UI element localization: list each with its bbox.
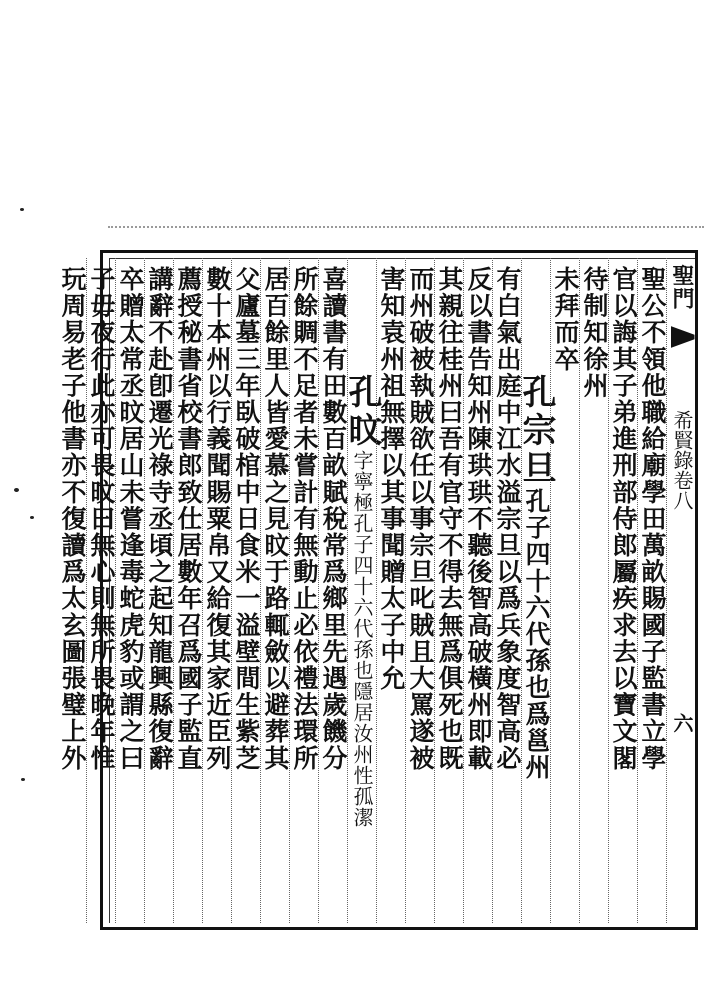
column-text: 未拜而卒	[551, 266, 580, 373]
text-column	[260, 258, 289, 923]
text-column	[516, 258, 556, 923]
column-text: 玩周易老子他書亦不復讀爲太玄圖張璧上外	[58, 266, 87, 772]
text-column	[289, 258, 318, 923]
page-number: 六	[670, 713, 694, 733]
column-text-body: 孔子四十六代孫也爲邕州	[522, 488, 551, 781]
book-title: 聖門	[669, 264, 695, 310]
top-dotted-rule	[108, 226, 704, 228]
column-text: 喜讀書有田數百畝賦稅常爲鄉里先遇歲饑分	[319, 266, 348, 772]
text-column	[608, 258, 637, 923]
person-heading: 孔宗旦	[516, 374, 556, 488]
ink-speck	[30, 516, 34, 519]
column-text: 官以誨其子弟進刑部侍郎屬疾求去以寶文閣	[609, 266, 638, 772]
text-columns	[58, 258, 698, 923]
text-column	[637, 258, 666, 923]
column-note: 字寧極孔子四十六代孫也隱居汝州性孤潔	[350, 450, 374, 828]
text-column	[579, 258, 608, 923]
text-column	[550, 258, 579, 923]
column-text: 講辭不赴卽遷光祿寺丞頃之起知龍興縣復辭	[145, 266, 174, 772]
column-text: 而州破被執賊欲任以事宗旦叱賊且大罵遂被	[406, 266, 435, 772]
text-column	[318, 258, 347, 923]
text-column	[58, 258, 86, 923]
ink-speck	[14, 488, 19, 492]
text-column	[434, 258, 463, 923]
text-column	[492, 258, 521, 923]
text-column	[376, 258, 405, 923]
text-column	[231, 258, 260, 923]
text-column	[144, 258, 173, 923]
text-column	[405, 258, 434, 923]
column-text: 數十本州以行義聞賜粟帛又給復其家近臣列	[203, 266, 232, 772]
text-column	[173, 258, 202, 923]
column-text: 其親往桂州曰吾有官守不得去無爲俱死也既	[435, 266, 464, 772]
column-text: 居百餘里人皆愛慕之見旼于路輒斂以避葬其	[261, 266, 290, 772]
column-text	[516, 374, 556, 781]
text-column	[463, 258, 492, 923]
column-text: 待制知徐州	[580, 266, 609, 399]
text-column	[342, 258, 382, 923]
column-text: 薦授秘書省校書郎致仕居數年召爲國子監直	[174, 266, 203, 772]
ink-speck	[21, 778, 25, 781]
text-column	[115, 258, 144, 923]
volume-label: 希賢錄卷八	[670, 410, 694, 510]
margin-column	[666, 258, 698, 923]
text-column	[202, 258, 231, 923]
column-text	[342, 374, 382, 828]
column-text: 子毋夜行此亦可畏旼曰無心則無所畏晚年惟	[87, 266, 116, 772]
column-text: 反以書告知州陳珙珙不聽後智高破橫州即載	[464, 266, 493, 772]
column-text: 卒贈太常丞旼居山未嘗逢毒蛇虎豹或謂之曰	[116, 266, 145, 772]
text-column	[86, 258, 115, 923]
column-text: 害知袁州祖無擇以其事聞贈太子中允	[377, 266, 406, 692]
column-text: 所餘賙不足者未嘗計有無動止必依禮法環所	[290, 266, 319, 772]
ink-speck	[20, 208, 24, 211]
column-text: 父廬墓三年臥破棺中日食米一溢壁間生紫芝	[232, 266, 261, 772]
fish-tail-mark	[671, 326, 695, 348]
column-text: 聖公不領他職給廟學田萬畝賜國子監書立學	[638, 266, 667, 772]
column-text: 有白氣出庭中江水溢宗旦以爲兵象度智高必	[493, 266, 522, 772]
person-heading: 孔旼	[342, 374, 382, 450]
